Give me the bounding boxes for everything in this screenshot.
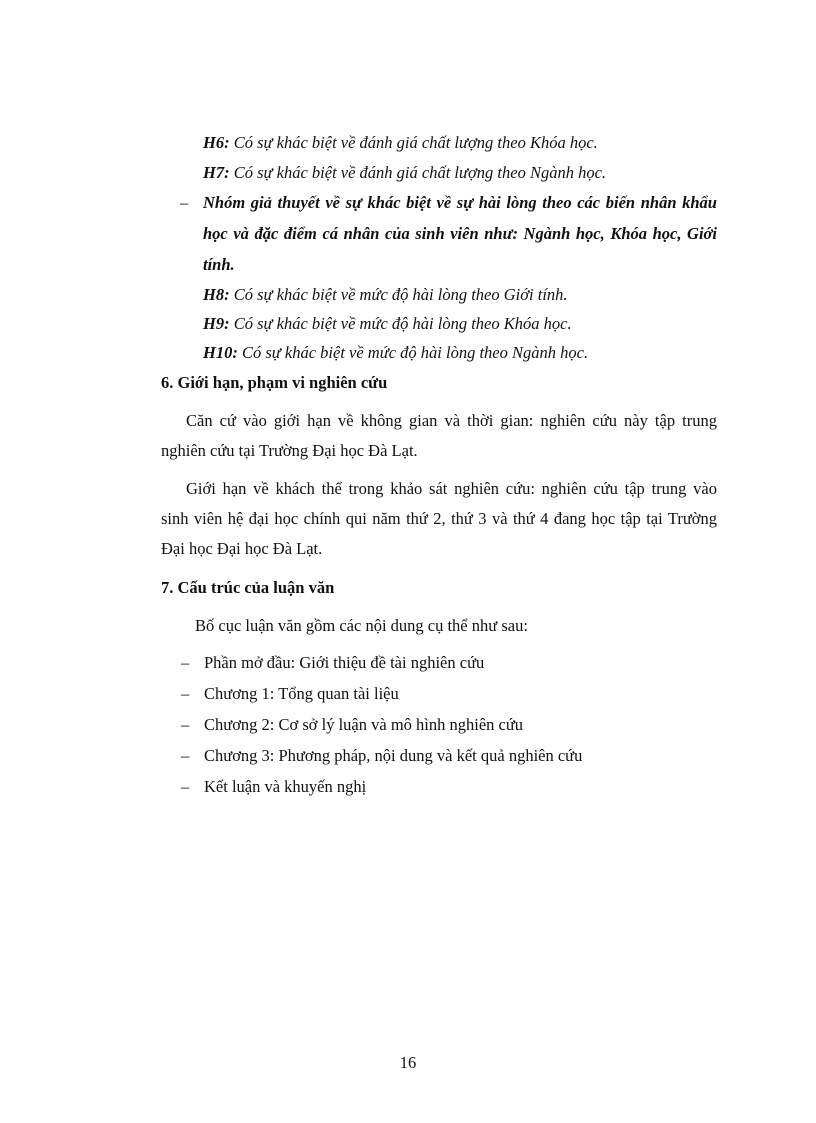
hypothesis-h8: H8: Có sự khác biệt về mức độ hài lòng theo Giới tính. bbox=[203, 285, 568, 304]
section-7-heading: 7. Cấu trúc của luận văn bbox=[161, 578, 335, 597]
page-number: 16 bbox=[399, 1053, 417, 1072]
document-page: H6: Có sự khác biệt về đánh giá chất lượng theo Khóa học. H7: Có sự khác biệt về đánh giá chất lượng theo Ngành học. – Nhóm giả thuyết về sự khác biệt về sự hài lòng theo các biến nhân khẩu học và đặc điểm cá nhân của sinh viên như: Ngành học, Khóa học, Giới tính. H8: Có sự khác biệt về mức độ hài lòng theo Giới tính. H9: Có sự khác biệt về mức độ hài lòng theo Khóa học. H10: Có sự khác biệt về mức độ hài lòng theo Ngành học. 6. Giới hạn, phạm vi nghiên cứu Căn cứ vào giới hạn về không gian và thời gian: nghiên cứu này tập trung nghiên cứu tại Trường Đại học Đà Lạt. Giới hạn về khách thể trong khảo sát nghiên cứu: nghiên cứu tập trung vào sinh viên hệ đại học chính qui năm thứ 2, thứ 3 và thứ 4 đang học tập tại Trường Đại học Đại học Đà Lạt. 7. Cấu trúc của luận văn Bố cục luận văn gồm các nội dung cụ thể như sau: – Phần mở đầu: Giới thiệu đề tài nghiên cứu – Chương 1: Tổng quan tài liệu – Chương 2: Cơ sở lý luận và mô hình nghiên cứu – Chương 3: Phương pháp, nội dung và kết quả nghiên cứu – Kết luận và khuyến nghị 16 bbox=[0, 0, 816, 1123]
hypothesis-h7: H7: Có sự khác biệt về đánh giá chất lượng theo Ngành học. bbox=[203, 163, 607, 182]
hypothesis-h10: H10: Có sự khác biệt về mức độ hài lòng theo Ngành học. bbox=[203, 343, 589, 362]
hypothesis-h6: H6: Có sự khác biệt về đánh giá chất lượng theo Khóa học. bbox=[203, 133, 598, 152]
group-dash: – bbox=[180, 193, 189, 212]
hypothesis-h9: H9: Có sự khác biệt về mức độ hài lòng theo Khóa học. bbox=[203, 314, 572, 333]
section-6-heading: 6. Giới hạn, phạm vi nghiên cứu bbox=[161, 373, 388, 392]
section-7-intro: Bố cục luận văn gồm các nội dung cụ thể như sau: bbox=[195, 616, 528, 635]
